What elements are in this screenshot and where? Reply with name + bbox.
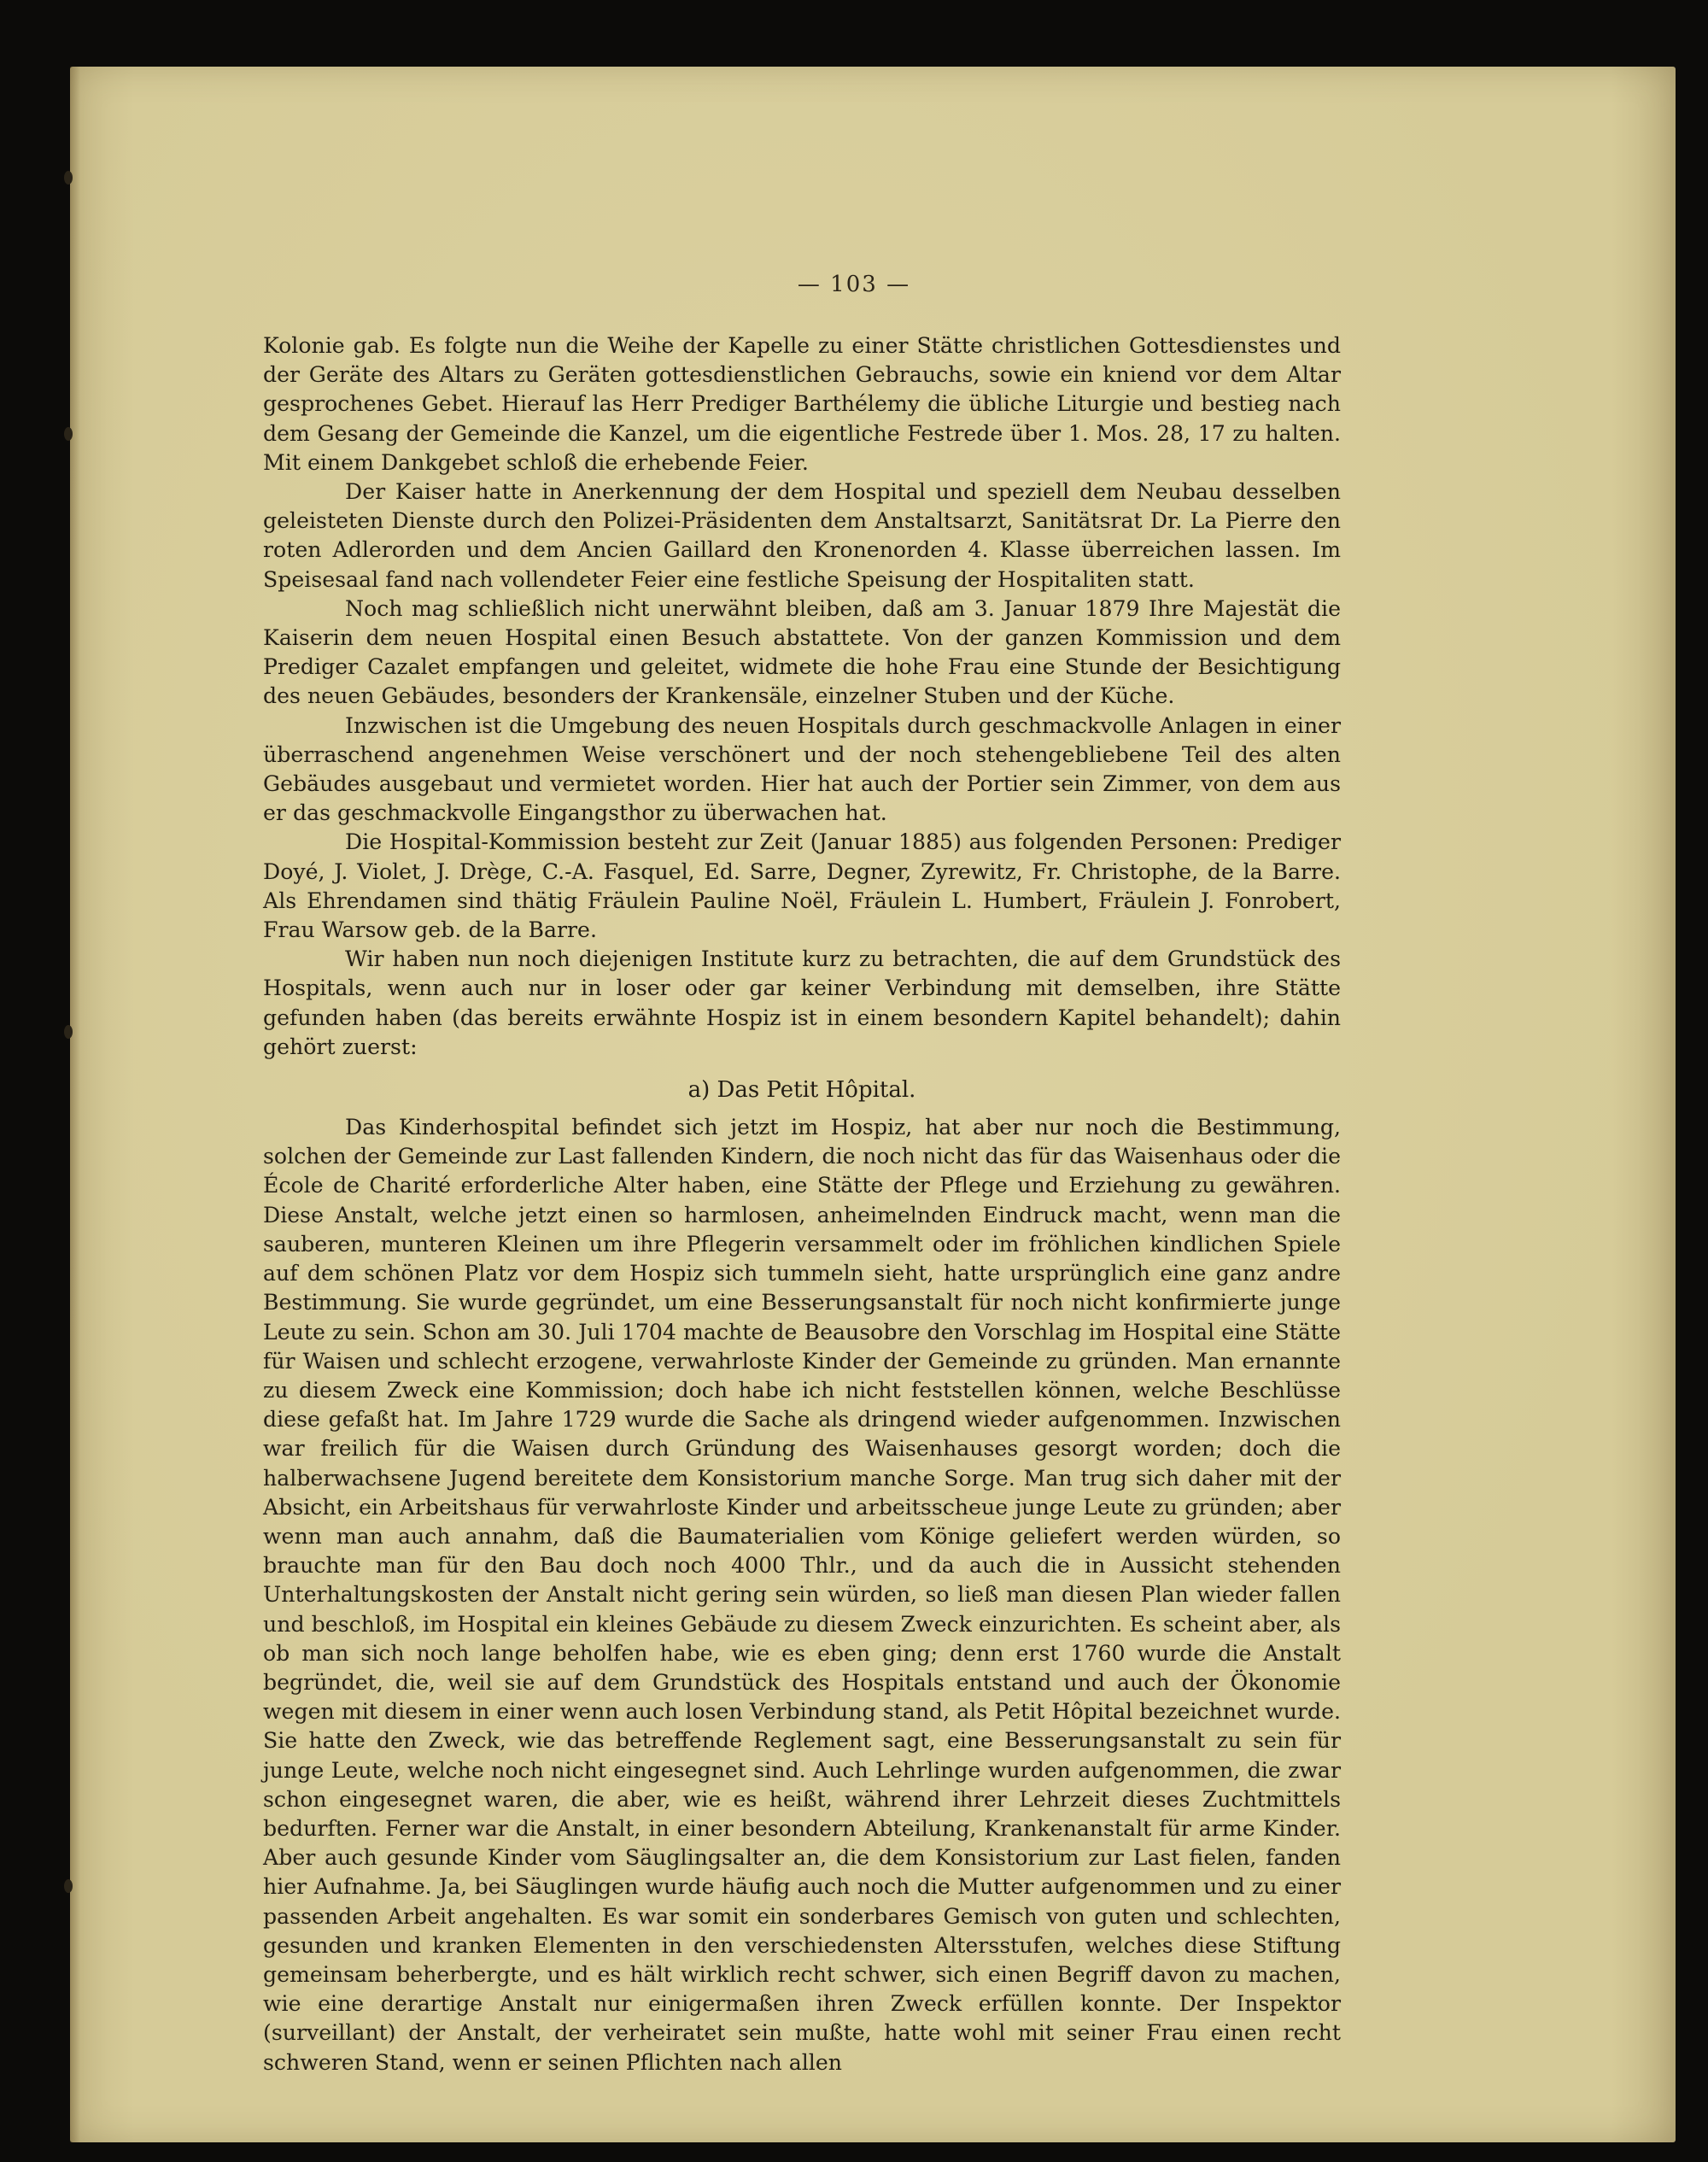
page-number: — 103 — xyxy=(797,272,911,297)
binding-hole-1 xyxy=(64,171,73,185)
paragraph: Kolonie gab. Es folgte nun die Weihe der Kapelle zu einer Stätte christlichen Gottesdienstes und der Geräte des Altars zu Geräten gottesdienstlichen Gebrauchs, sowie ein kniend vor dem Altar gesprochenes Gebet. Hierauf las Herr Prediger Barthélemy die übliche Liturgie und bestieg nach dem Gesang der Gemeinde die Kanzel, um die eigentliche Festrede über 1. Mos. 28, 17 zu halten. Mit einem Dankgebet schloß die erhebende Feier. xyxy=(263,333,1341,475)
body-text xyxy=(263,331,1341,2077)
paragraph: Das Kinderhospital befindet sich jetzt im Hospiz, hat aber nur noch die Bestimmung, solchen der Gemeinde zur Last fallenden Kindern, die noch nicht das für das Waisenhaus oder die École de Charité erforderliche Alter haben, eine Stätte der Pflege und Erziehung zu gewähren. Diese Anstalt, welche jetzt einen so harmlosen, anheimelnden Eindruck macht, wenn man die sauberen, munteren Kleinen um ihre Pflegerin versammelt oder im fröhlichen kindlichen Spiele auf dem schönen Platz vor dem Hospiz sich tummeln sieht, hatte ursprünglich eine ganz andre Bestimmung. Sie wurde gegründet, um eine Besserungsanstalt für noch nicht konfirmierte junge Leute zu sein. Schon am 30. Juli 1704 machte de Beausobre den Vorschlag im Hospital eine Stätte für Waisen und schlecht erzogene, verwahrloste Kinder der Gemeinde zu gründen. Man ernannte zu diesem Zweck eine Kommission; doch habe ich nicht feststellen können, welche Beschlüsse diese gefaßt hat. Im Jahre 1729 wurde die Sache als dringend wieder aufgenommen. Inzwischen war freilich für die Waisen durch Gründung des Waisenhauses gesorgt worden; doch die halberwachsene Jugend bereitete dem Konsistorium manche Sorge. Man trug sich daher mit der Absicht, ein Arbeitshaus für verwahrloste Kinder und arbeitsscheue junge Leute zu gründen; aber wenn man auch annahm, daß die Baumaterialien vom Könige geliefert werden würden, so brauchte man für den Bau doch noch 4000 Thlr., und da auch die in Aussicht stehenden Unterhaltungskosten der Anstalt nicht gering sein würden, so ließ man diesen Plan wieder fallen und beschloß, im Hospital ein kleines Gebäude zu diesem Zweck einzurichten. Es scheint aber, als ob man sich noch lange beholfen habe, wie es eben ging; denn erst 1760 wurde die Anstalt begründet, die, weil sie auf dem Grundstück des Hospitals entstand und auch der Ökonomie wegen mit diesem in einer wenn auch losen Verbindung stand, als Petit Hôpital bezeichnet wurde. Sie hatte den Zweck, wie das betreffende Reglement sagt, eine Besserungsanstalt zu sein für junge Leute, welche noch nicht eingesegnet sind. Auch Lehrlinge wurden aufgenommen, die zwar schon eingesegnet waren, die aber, wie es heißt, während ihrer Lehrzeit dieses Zuchtmittels bedurften. Ferner war die Anstalt, in einer besondern Abteilung, Krankenanstalt für arme Kinder. Aber auch gesunde Kinder vom Säuglingsalter an, die dem Konsistorium zur Last fielen, fanden hier Aufnahme. Ja, bei Säuglingen wurde häufig auch noch die Mutter aufgenommen und zu einer passenden Arbeit angehalten. Es war somit ein sonderbares Gemisch von guten und schlechten, gesunden und kranken Elementen in den verschiedensten Altersstufen, welches diese Stiftung gemeinsam beherbergte, und es hält wirklich recht schwer, sich einen Begriff davon zu machen, wie eine derartige Anstalt nur einigermaßen ihren Zweck erfüllen konnte. Der Inspektor (surveillant) der Anstalt, der verheiratet sein mußte, hatte wohl mit seiner Frau einen recht schweren Stand, wenn er seinen Pflichten nach allen xyxy=(263,1115,1341,2075)
paragraph: Die Hospital-Kommission besteht zur Zeit (Januar 1885) aus folgenden Personen: Prediger Doyé, J. Violet, J. Drège, C.-A. Fasquel, Ed. Sarre, Degner, Zyrewitz, Fr. Christophe, de la Barre. Als Ehrendamen sind thätig Fräulein Pauline Noël, Fräulein L. Humbert, Fräulein J. Fonrobert, Frau Warsow geb. de la Barre. xyxy=(263,829,1341,943)
binding-hole-3 xyxy=(64,1025,73,1039)
page-binding-shadow xyxy=(70,67,80,2142)
section-heading: a) Das Petit Hôpital. xyxy=(687,1077,916,1104)
binding-hole-2 xyxy=(64,427,73,441)
paragraph: Der Kaiser hatte in Anerkennung der dem Hospital und speziell dem Neubau desselben geleisteten Dienste durch den Polizei-Präsidenten dem Anstaltsarzt, Sanitätsrat Dr. La Pierre den roten Adlerorden und dem Ancien Gaillard den Kronenorden 4. Klasse überreichen lassen. Im Speisesaal fand nach vollendeter Feier eine festliche Speisung der Hospitaliten statt. xyxy=(263,479,1341,592)
binding-hole-4 xyxy=(64,1879,73,1893)
paragraph: Inzwischen ist die Umgebung des neuen Hospitals durch geschmackvolle Anlagen in einer überraschend angenehmen Weise verschönert und der noch stehengebliebene Teil des alten Gebäudes ausgebaut und vermietet worden. Hier hat auch der Portier sein Zimmer, von dem aus er das geschmackvolle Eingangsthor zu überwachen hat. xyxy=(263,712,1341,826)
paragraph: Noch mag schließlich nicht unerwähnt bleiben, daß am 3. Januar 1879 Ihre Majestät die Kaiserin dem neuen Hospital einen Besuch abstattete. Von der ganzen Kommission und dem Prediger Cazalet empfangen und geleitet, widmete die hohe Frau eine Stunde der Besichtigung des neuen Gebäudes, besonders der Krankensäle, einzelner Stuben und der Küche. xyxy=(263,595,1341,709)
paragraph: Wir haben nun noch diejenigen Institute kurz zu betrachten, die auf dem Grundstück des Hospitals, wenn auch nur in loser oder gar keiner Verbindung mit demselben, ihre Stätte gefunden haben (das bereits erwähnte Hospiz ist in einem besondern Kapitel behandelt); dahin gehört zuerst: xyxy=(263,946,1341,1059)
